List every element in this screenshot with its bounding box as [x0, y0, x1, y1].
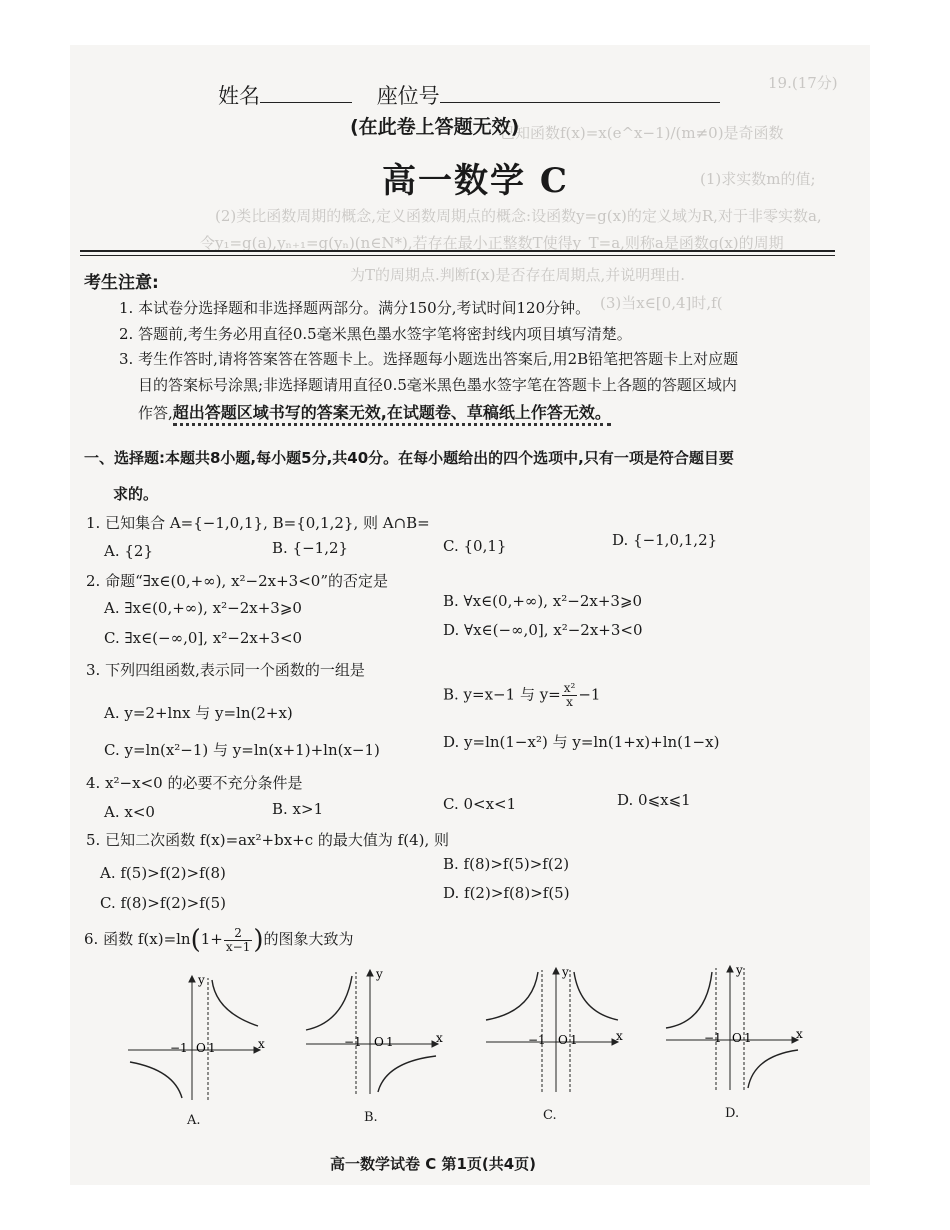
q3-option-a: A. y=2+lnx 与 y=ln(2+x)	[104, 704, 293, 722]
bleed-text-2: 已知函数f(x)=x(e^x−1)/(m≠0)是奇函数	[500, 124, 784, 142]
y-label: y	[736, 963, 743, 977]
curve-right	[212, 980, 258, 1026]
q6-numerator: 2	[224, 927, 252, 941]
bleed-text-5: 令y₁=g(a),yₙ₊₁=g(yₙ)(n∈N*),若存在最小正整数T使得y_T=a,则称a是函数g(x)的周期	[200, 234, 784, 252]
q3-option-b-prefix: B. y=x−1 与 y=	[443, 685, 561, 704]
y-axis-arrow	[189, 976, 195, 982]
q6-denominator: x−1	[225, 939, 251, 954]
tick-one: 1	[744, 1031, 752, 1045]
q6-option-b: B.	[364, 1110, 378, 1125]
q3-option-b-suffix: −1	[578, 685, 601, 704]
seat-blank	[440, 102, 720, 103]
q3-option-c: C. y=ln(x²−1) 与 y=ln(x+1)+ln(x−1)	[104, 741, 380, 759]
q3-option-d: D. y=ln(1−x²) 与 y=ln(1+x)+ln(1−x)	[443, 733, 720, 751]
curve-left	[130, 1062, 182, 1098]
tick-one: 1	[386, 1035, 394, 1049]
q2-option-b: B. ∀x∈(0,+∞), x²−2x+3⩾0	[443, 592, 643, 610]
section-1-heading-cont: 求的。	[113, 485, 159, 503]
q3-stem: 3. 下列四组函数,表示同一个函数的一组是	[86, 661, 365, 679]
bleed-text-6: 为T的周期点.判断f(x)是否存在周期点,并说明理由.	[350, 266, 686, 284]
tick-origin: O	[196, 1041, 206, 1055]
name-field	[218, 80, 720, 110]
q6-option-a: A.	[187, 1113, 201, 1128]
bleed-text-3: (1)求实数m的值;	[700, 170, 816, 188]
curve-left	[306, 976, 352, 1030]
notice-item-3-line-2: 目的答案标号涂黑;非选择题请用直径0.5毫米黑色墨水签字笔在答题卡上各题的答题区域内	[138, 376, 737, 394]
invalid-note: (在此卷上答题无效)	[350, 116, 520, 138]
y-label: y	[198, 973, 205, 987]
notice-heading: 考生注意:	[84, 273, 159, 293]
tick-neg-one: −1	[528, 1033, 546, 1047]
q6-option-d: D.	[725, 1106, 740, 1121]
x-label: x	[616, 1029, 623, 1043]
q5-option-c: C. f(8)>f(2)>f(5)	[100, 894, 227, 912]
tick-origin: O	[732, 1031, 742, 1045]
q1-option-a: A. {2}	[104, 542, 153, 560]
q4-option-c: C. 0<x<1	[443, 795, 517, 813]
name-blank	[260, 102, 352, 103]
notice-item-2: 2. 答题前,考生务必用直径0.5毫米黑色墨水签字笔将密封线内项目填写清楚。	[119, 325, 632, 343]
x-label: x	[258, 1037, 265, 1051]
curve-left	[666, 972, 712, 1028]
q4-option-a: A. x<0	[104, 803, 155, 821]
q6-option-c: C.	[543, 1108, 557, 1123]
q6-graph-b	[298, 962, 448, 1102]
tick-neg-one: −1	[344, 1035, 362, 1049]
tick-neg-one: −1	[170, 1041, 188, 1055]
tick-neg-one: −1	[704, 1031, 722, 1045]
q6-graph-c	[478, 960, 628, 1100]
notice-item-3-line-1: 3. 考生作答时,请将答案答在答题卡上。选择题每小题选出答案后,用2B铅笔把答题卡上对应题	[119, 350, 739, 368]
y-label: y	[562, 965, 569, 979]
q2-option-d: D. ∀x∈(−∞,0], x²−2x+3<0	[443, 621, 643, 639]
notice-item-3-prefix: 作答,	[138, 404, 173, 422]
tick-one: 1	[208, 1041, 216, 1055]
bleed-text-1: 19.(17分)	[768, 74, 838, 92]
q4-option-b: B. x>1	[272, 800, 324, 818]
q2-option-a: A. ∃x∈(0,+∞), x²−2x+3⩾0	[104, 599, 302, 617]
divider-top	[80, 250, 835, 252]
y-axis-arrow	[553, 968, 559, 974]
name-label: 姓名	[218, 84, 260, 108]
y-axis-arrow	[367, 970, 373, 976]
q1-option-d: D. {−1,0,1,2}	[612, 531, 718, 549]
q6-right-paren: )	[253, 925, 264, 955]
q6-stem-suffix: 的图象大致为	[263, 930, 354, 948]
q6-stem-prefix: 6. 函数 f(x)=ln	[84, 930, 191, 948]
seat-label: 座位号	[376, 84, 440, 108]
tick-origin: O	[558, 1033, 568, 1047]
q6-inner-prefix: 1+	[200, 930, 223, 948]
curve-right	[378, 1056, 436, 1092]
curve-right	[574, 972, 618, 1020]
tick-origin: O	[374, 1035, 384, 1049]
bleed-text-7: (3)当x∈[0,4]时,f(	[600, 294, 723, 312]
q3-option-b	[443, 682, 600, 709]
q5-option-d: D. f(2)>f(8)>f(5)	[443, 884, 570, 902]
y-axis-arrow	[727, 966, 733, 972]
q2-option-c: C. ∃x∈(−∞,0], x²−2x+3<0	[104, 629, 303, 647]
q5-option-a: A. f(5)>f(2)>f(8)	[100, 864, 226, 882]
q3-option-b-fraction	[562, 682, 578, 709]
q6-fraction	[224, 927, 252, 954]
x-label: x	[796, 1027, 803, 1041]
notice-item-1: 1. 本试卷分选择题和非选择题两部分。满分150分,考试时间120分钟。	[119, 299, 591, 317]
q6-graph-a	[120, 968, 270, 1108]
section-1-heading: 一、选择题:本题共8小题,每小题5分,共40分。在每小题给出的四个选项中,只有一项是符合题目要	[84, 449, 734, 467]
divider-top-thin	[80, 255, 835, 256]
notice-item-3-line-3	[138, 400, 611, 423]
q3-option-b-denominator: x	[566, 695, 573, 709]
y-label: y	[376, 967, 383, 981]
q4-option-d: D. 0⩽x⩽1	[617, 791, 691, 809]
x-label: x	[436, 1031, 443, 1045]
page-title: 高一数学 C	[382, 161, 569, 201]
page-footer: 高一数学试卷 C 第1页(共4页)	[330, 1155, 537, 1173]
q1-option-c: C. {0,1}	[443, 537, 507, 555]
q6-graph-d	[658, 958, 808, 1098]
q6-left-paren: (	[190, 925, 201, 955]
curve-left	[486, 972, 538, 1020]
q1-stem: 1. 已知集合 A={−1,0,1}, B={0,1,2}, 则 A∩B=	[86, 514, 430, 532]
notice-warning: 超出答题区域书写的答案无效,在试题卷、草稿纸上作答无效。	[173, 403, 611, 426]
q5-option-b: B. f(8)>f(5)>f(2)	[443, 855, 570, 873]
bleed-text-4: (2)类比函数周期的概念,定义函数周期点的概念:设函数y=g(x)的定义域为R,对于非零实数a,	[215, 207, 822, 225]
q1-option-b: B. {−1,2}	[272, 539, 349, 557]
q2-stem: 2. 命题“∃x∈(0,+∞), x²−2x+3<0”的否定是	[86, 572, 389, 590]
tick-one: 1	[570, 1033, 578, 1047]
curve-right	[748, 1050, 798, 1088]
q3-option-b-numerator: x²	[563, 681, 576, 695]
q4-stem: 4. x²−x<0 的必要不充分条件是	[86, 774, 303, 792]
q6-stem	[84, 925, 354, 955]
q5-stem: 5. 已知二次函数 f(x)=ax²+bx+c 的最大值为 f(4), 则	[86, 831, 450, 849]
